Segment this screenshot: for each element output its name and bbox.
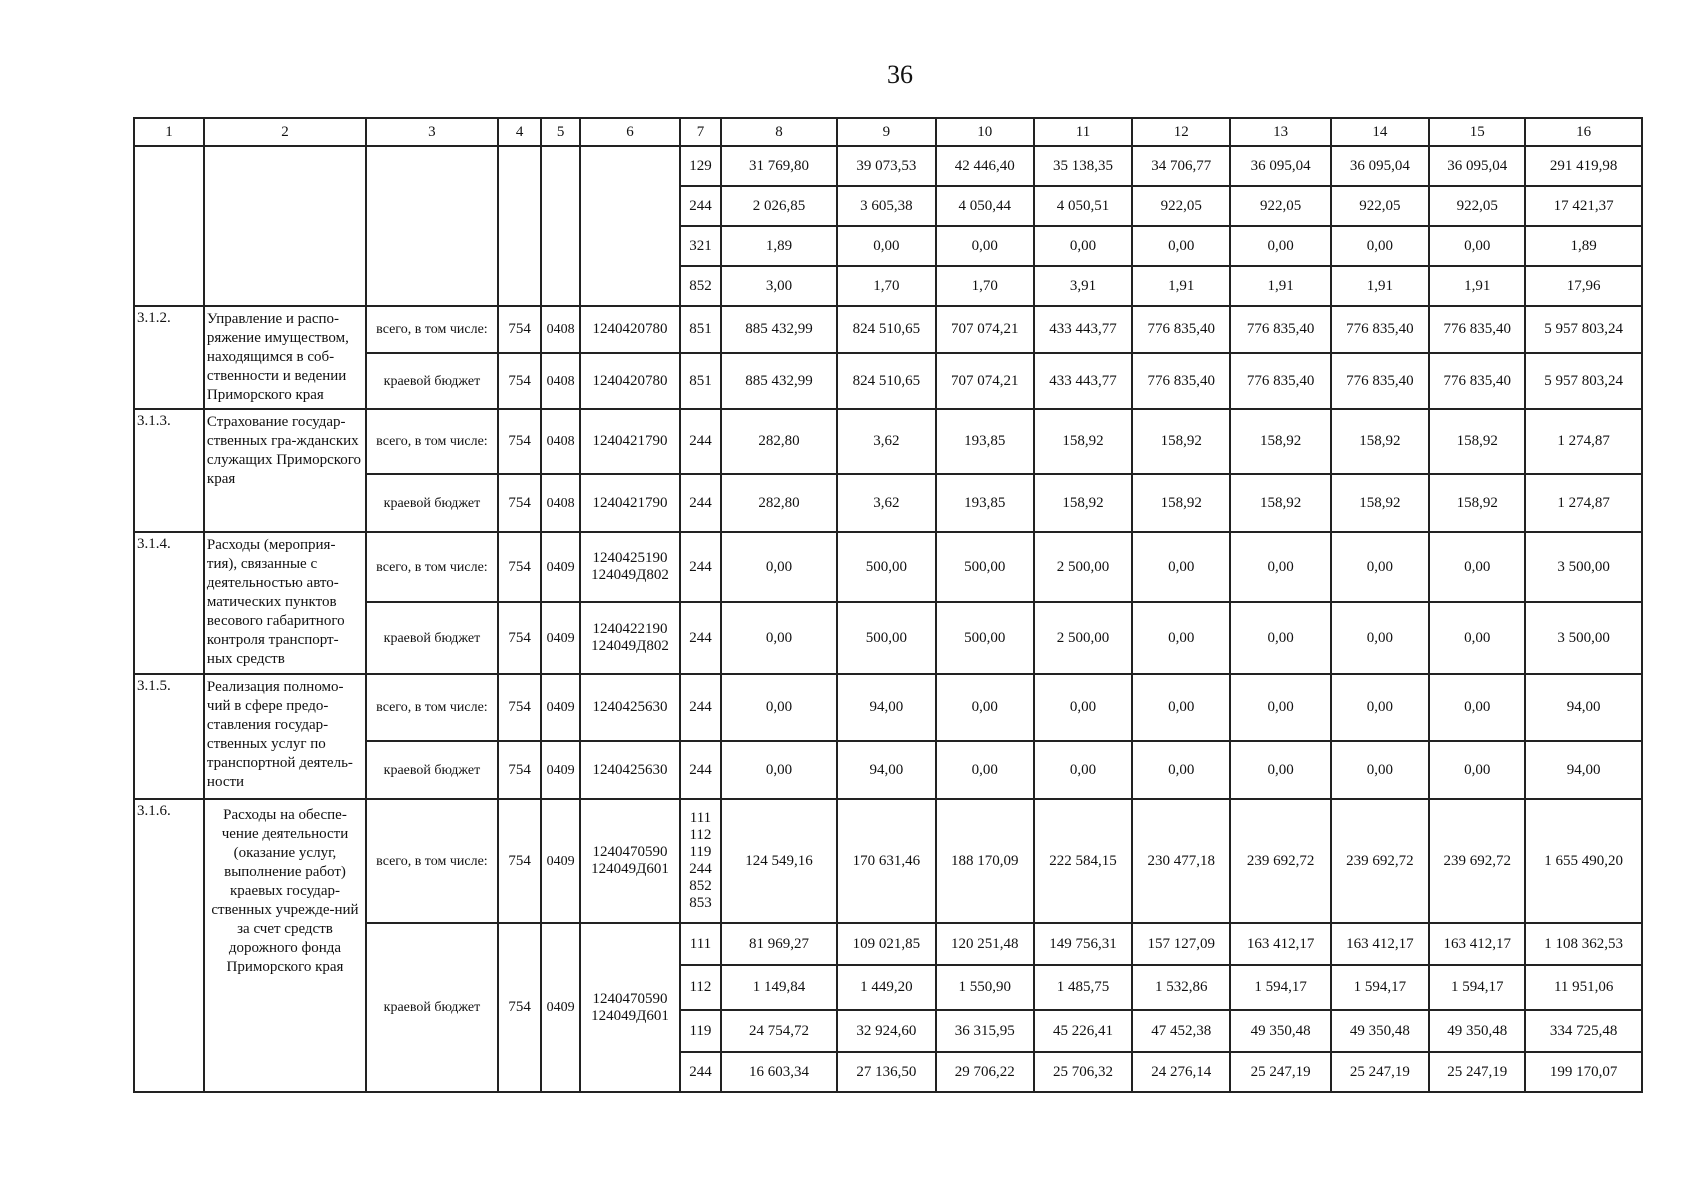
value-cell: 4 050,44	[936, 186, 1034, 226]
value-cell: 0,00	[1132, 532, 1230, 602]
value-cell: 163 412,17	[1429, 923, 1525, 965]
value-cell: 49 350,48	[1230, 1010, 1330, 1052]
header-cell: 8	[721, 118, 838, 146]
header-cell: 9	[837, 118, 935, 146]
section-number: 3.1.6.	[134, 799, 204, 1092]
cell-kvr: 851	[680, 306, 721, 353]
funding-type: всего, в том числе:	[366, 799, 498, 923]
value-cell: 776 835,40	[1331, 306, 1429, 353]
value-cell: 158,92	[1034, 409, 1132, 474]
value-cell: 291 419,98	[1525, 146, 1642, 186]
cell-grbs: 754	[498, 474, 542, 532]
value-cell: 42 446,40	[936, 146, 1034, 186]
value-cell: 1 449,20	[837, 965, 935, 1010]
value-cell: 1,91	[1429, 266, 1525, 306]
empty-cell	[541, 146, 580, 306]
value-cell: 0,00	[1132, 602, 1230, 674]
value-cell: 36 095,04	[1230, 146, 1330, 186]
value-cell: 0,00	[1429, 226, 1525, 266]
cell-csr: 1240470590 124049Д601	[580, 799, 680, 923]
cell-csr: 1240421790	[580, 409, 680, 474]
cell-grbs: 754	[498, 409, 542, 474]
value-cell: 922,05	[1429, 186, 1525, 226]
section-name: Реализация полномо-чий в сфере предо-ставления государ-ственных услуг по транспортной деятель-ности	[204, 674, 366, 799]
value-cell: 0,00	[1230, 741, 1330, 799]
value-cell: 5 957 803,24	[1525, 353, 1642, 409]
header-cell: 4	[498, 118, 542, 146]
value-cell: 0,00	[721, 602, 838, 674]
value-cell: 2 500,00	[1034, 532, 1132, 602]
header-cell: 5	[541, 118, 580, 146]
value-cell: 1,89	[1525, 226, 1642, 266]
value-cell: 49 350,48	[1429, 1010, 1525, 1052]
value-cell: 25 247,19	[1429, 1052, 1525, 1092]
value-cell: 776 835,40	[1230, 353, 1330, 409]
header-cell: 12	[1132, 118, 1230, 146]
table-row	[134, 674, 1642, 741]
cell-kvr: 244	[680, 741, 721, 799]
value-cell: 1,91	[1230, 266, 1330, 306]
value-cell: 0,00	[837, 226, 935, 266]
value-cell: 158,92	[1429, 474, 1525, 532]
funding-type: краевой бюджет	[366, 474, 498, 532]
value-cell: 922,05	[1132, 186, 1230, 226]
cell-grbs: 754	[498, 799, 542, 923]
value-cell: 0,00	[1331, 532, 1429, 602]
funding-type: краевой бюджет	[366, 602, 498, 674]
value-cell: 824 510,65	[837, 353, 935, 409]
funding-type: всего, в том числе:	[366, 532, 498, 602]
value-cell: 16 603,34	[721, 1052, 838, 1092]
value-cell: 158,92	[1331, 474, 1429, 532]
value-cell: 32 924,60	[837, 1010, 935, 1052]
value-cell: 0,00	[1132, 674, 1230, 741]
cell-kvr: 321	[680, 226, 721, 266]
header-cell: 3	[366, 118, 498, 146]
value-cell: 824 510,65	[837, 306, 935, 353]
value-cell: 29 706,22	[936, 1052, 1034, 1092]
cell-rzpr: 0409	[541, 741, 580, 799]
empty-cell	[366, 146, 498, 306]
value-cell: 0,00	[1429, 674, 1525, 741]
value-cell: 36 095,04	[1429, 146, 1525, 186]
value-cell: 158,92	[1230, 474, 1330, 532]
value-cell: 0,00	[1034, 741, 1132, 799]
value-cell: 0,00	[1331, 226, 1429, 266]
header-row	[134, 118, 1642, 146]
value-cell: 199 170,07	[1525, 1052, 1642, 1092]
value-cell: 0,00	[1034, 226, 1132, 266]
value-cell: 158,92	[1132, 409, 1230, 474]
cell-kvr: 129	[680, 146, 721, 186]
value-cell: 0,00	[1429, 532, 1525, 602]
value-cell: 124 549,16	[721, 799, 838, 923]
table-body	[134, 118, 1642, 1092]
value-cell: 0,00	[1230, 226, 1330, 266]
value-cell: 157 127,09	[1132, 923, 1230, 965]
cell-rzpr: 0409	[541, 799, 580, 923]
table-row	[134, 146, 1642, 186]
value-cell: 1 594,17	[1331, 965, 1429, 1010]
value-cell: 158,92	[1429, 409, 1525, 474]
header-cell: 16	[1525, 118, 1642, 146]
value-cell: 0,00	[1230, 602, 1330, 674]
value-cell: 17 421,37	[1525, 186, 1642, 226]
value-cell: 94,00	[837, 674, 935, 741]
value-cell: 0,00	[936, 674, 1034, 741]
value-cell: 47 452,38	[1132, 1010, 1230, 1052]
value-cell: 11 951,06	[1525, 965, 1642, 1010]
value-cell: 1 655 490,20	[1525, 799, 1642, 923]
value-cell: 5 957 803,24	[1525, 306, 1642, 353]
cell-csr: 1240420780	[580, 306, 680, 353]
funding-type: всего, в том числе:	[366, 409, 498, 474]
value-cell: 239 692,72	[1331, 799, 1429, 923]
value-cell: 81 969,27	[721, 923, 838, 965]
value-cell: 776 835,40	[1230, 306, 1330, 353]
value-cell: 0,00	[1429, 602, 1525, 674]
header-cell: 15	[1429, 118, 1525, 146]
value-cell: 193,85	[936, 474, 1034, 532]
value-cell: 885 432,99	[721, 353, 838, 409]
cell-rzpr: 0408	[541, 409, 580, 474]
value-cell: 282,80	[721, 409, 838, 474]
value-cell: 0,00	[721, 674, 838, 741]
value-cell: 1 485,75	[1034, 965, 1132, 1010]
value-cell: 0,00	[1230, 532, 1330, 602]
value-cell: 334 725,48	[1525, 1010, 1642, 1052]
value-cell: 158,92	[1230, 409, 1330, 474]
value-cell: 922,05	[1230, 186, 1330, 226]
value-cell: 1 108 362,53	[1525, 923, 1642, 965]
value-cell: 776 835,40	[1429, 353, 1525, 409]
value-cell: 31 769,80	[721, 146, 838, 186]
header-cell: 10	[936, 118, 1034, 146]
cell-grbs: 754	[498, 353, 542, 409]
value-cell: 776 835,40	[1331, 353, 1429, 409]
section-name: Расходы на обеспе-чение деятельности (оказание услуг, выполнение работ) краевых государ-ственных учрежде-ний за счет средств дорожного фонда Приморского края	[204, 799, 366, 1092]
funding-type: всего, в том числе:	[366, 674, 498, 741]
value-cell: 24 754,72	[721, 1010, 838, 1052]
value-cell: 222 584,15	[1034, 799, 1132, 923]
table-row	[134, 306, 1642, 353]
value-cell: 1 594,17	[1230, 965, 1330, 1010]
value-cell: 25 247,19	[1331, 1052, 1429, 1092]
value-cell: 0,00	[1331, 674, 1429, 741]
cell-kvr: 111 112 119 244 852 853	[680, 799, 721, 923]
funding-type: краевой бюджет	[366, 923, 498, 1092]
cell-kvr: 112	[680, 965, 721, 1010]
page-number: 36	[887, 60, 913, 89]
value-cell: 35 138,35	[1034, 146, 1132, 186]
value-cell: 17,96	[1525, 266, 1642, 306]
cell-grbs: 754	[498, 306, 542, 353]
value-cell: 1,70	[936, 266, 1034, 306]
value-cell: 1 550,90	[936, 965, 1034, 1010]
value-cell: 188 170,09	[936, 799, 1034, 923]
value-cell: 25 706,32	[1034, 1052, 1132, 1092]
value-cell: 1,91	[1331, 266, 1429, 306]
cell-grbs: 754	[498, 923, 542, 1092]
cell-kvr: 244	[680, 186, 721, 226]
value-cell: 1 594,17	[1429, 965, 1525, 1010]
cell-csr: 1240425630	[580, 741, 680, 799]
value-cell: 4 050,51	[1034, 186, 1132, 226]
value-cell: 922,05	[1331, 186, 1429, 226]
cell-kvr: 244	[680, 532, 721, 602]
cell-csr: 1240421790	[580, 474, 680, 532]
cell-csr: 1240425190 124049Д802	[580, 532, 680, 602]
value-cell: 776 835,40	[1132, 306, 1230, 353]
value-cell: 239 692,72	[1230, 799, 1330, 923]
value-cell: 109 021,85	[837, 923, 935, 965]
value-cell: 1 149,84	[721, 965, 838, 1010]
value-cell: 707 074,21	[936, 306, 1034, 353]
header-cell: 1	[134, 118, 204, 146]
value-cell: 2 026,85	[721, 186, 838, 226]
cell-rzpr: 0409	[541, 923, 580, 1092]
cell-rzpr: 0408	[541, 474, 580, 532]
value-cell: 36 095,04	[1331, 146, 1429, 186]
funding-type: всего, в том числе:	[366, 306, 498, 353]
value-cell: 3,62	[837, 409, 935, 474]
value-cell: 45 226,41	[1034, 1010, 1132, 1052]
value-cell: 1,89	[721, 226, 838, 266]
value-cell: 94,00	[1525, 741, 1642, 799]
cell-rzpr: 0408	[541, 306, 580, 353]
value-cell: 0,00	[936, 226, 1034, 266]
value-cell: 0,00	[936, 741, 1034, 799]
value-cell: 1 274,87	[1525, 409, 1642, 474]
value-cell: 0,00	[721, 532, 838, 602]
section-name: Страхование государ-ственных гра-жданских служащих Приморского края	[204, 409, 366, 532]
cell-grbs: 754	[498, 602, 542, 674]
funding-type: краевой бюджет	[366, 741, 498, 799]
value-cell: 2 500,00	[1034, 602, 1132, 674]
cell-kvr: 244	[680, 1052, 721, 1092]
cell-rzpr: 0409	[541, 674, 580, 741]
cell-rzpr: 0409	[541, 602, 580, 674]
value-cell: 500,00	[837, 532, 935, 602]
value-cell: 193,85	[936, 409, 1034, 474]
table-row	[134, 409, 1642, 474]
value-cell: 158,92	[1132, 474, 1230, 532]
section-number: 3.1.2.	[134, 306, 204, 409]
budget-table	[133, 117, 1643, 1093]
value-cell: 3 500,00	[1525, 532, 1642, 602]
header-cell: 13	[1230, 118, 1330, 146]
value-cell: 3 605,38	[837, 186, 935, 226]
value-cell: 3,91	[1034, 266, 1132, 306]
value-cell: 149 756,31	[1034, 923, 1132, 965]
value-cell: 163 412,17	[1331, 923, 1429, 965]
table-row	[134, 532, 1642, 602]
section-number: 3.1.3.	[134, 409, 204, 532]
value-cell: 239 692,72	[1429, 799, 1525, 923]
cell-kvr: 852	[680, 266, 721, 306]
cell-grbs: 754	[498, 532, 542, 602]
value-cell: 34 706,77	[1132, 146, 1230, 186]
value-cell: 776 835,40	[1429, 306, 1525, 353]
value-cell: 433 443,77	[1034, 306, 1132, 353]
value-cell: 120 251,48	[936, 923, 1034, 965]
value-cell: 1,91	[1132, 266, 1230, 306]
empty-cell	[204, 146, 366, 306]
value-cell: 163 412,17	[1230, 923, 1330, 965]
value-cell: 1 532,86	[1132, 965, 1230, 1010]
header-cell: 11	[1034, 118, 1132, 146]
cell-kvr: 244	[680, 409, 721, 474]
cell-kvr: 244	[680, 474, 721, 532]
section-number: 3.1.4.	[134, 532, 204, 674]
funding-type: краевой бюджет	[366, 353, 498, 409]
cell-kvr: 851	[680, 353, 721, 409]
value-cell: 0,00	[1331, 602, 1429, 674]
value-cell: 94,00	[837, 741, 935, 799]
value-cell: 230 477,18	[1132, 799, 1230, 923]
section-name: Расходы (мероприя-тия), связанные с деятельностью авто-матических пунктов весового габаритного контроля транспорт-ных средств	[204, 532, 366, 674]
value-cell: 158,92	[1034, 474, 1132, 532]
value-cell: 1,70	[837, 266, 935, 306]
value-cell: 1 274,87	[1525, 474, 1642, 532]
value-cell: 500,00	[936, 532, 1034, 602]
value-cell: 433 443,77	[1034, 353, 1132, 409]
cell-rzpr: 0409	[541, 532, 580, 602]
cell-kvr: 119	[680, 1010, 721, 1052]
value-cell: 0,00	[1230, 674, 1330, 741]
value-cell: 282,80	[721, 474, 838, 532]
empty-cell	[498, 146, 542, 306]
cell-kvr: 244	[680, 602, 721, 674]
header-cell: 14	[1331, 118, 1429, 146]
value-cell: 500,00	[837, 602, 935, 674]
cell-csr: 1240420780	[580, 353, 680, 409]
value-cell: 24 276,14	[1132, 1052, 1230, 1092]
cell-csr: 1240425630	[580, 674, 680, 741]
cell-rzpr: 0408	[541, 353, 580, 409]
value-cell: 0,00	[1331, 741, 1429, 799]
empty-cell	[580, 146, 680, 306]
value-cell: 500,00	[936, 602, 1034, 674]
section-name: Управление и распо-ряжение имуществом, находящимся в соб-ственности и ведении Приморского края	[204, 306, 366, 409]
value-cell: 36 315,95	[936, 1010, 1034, 1052]
value-cell: 0,00	[1132, 741, 1230, 799]
value-cell: 3,00	[721, 266, 838, 306]
value-cell: 158,92	[1331, 409, 1429, 474]
value-cell: 0,00	[1429, 741, 1525, 799]
table-row	[134, 799, 1642, 923]
section-number: 3.1.5.	[134, 674, 204, 799]
value-cell: 885 432,99	[721, 306, 838, 353]
header-cell: 7	[680, 118, 721, 146]
value-cell: 27 136,50	[837, 1052, 935, 1092]
header-cell: 2	[204, 118, 366, 146]
cell-kvr: 244	[680, 674, 721, 741]
cell-csr: 1240470590 124049Д601	[580, 923, 680, 1092]
value-cell: 39 073,53	[837, 146, 935, 186]
header-cell: 6	[580, 118, 680, 146]
value-cell: 3 500,00	[1525, 602, 1642, 674]
value-cell: 25 247,19	[1230, 1052, 1330, 1092]
cell-kvr: 111	[680, 923, 721, 965]
value-cell: 49 350,48	[1331, 1010, 1429, 1052]
empty-cell	[134, 146, 204, 306]
value-cell: 776 835,40	[1132, 353, 1230, 409]
cell-grbs: 754	[498, 741, 542, 799]
value-cell: 0,00	[721, 741, 838, 799]
value-cell: 707 074,21	[936, 353, 1034, 409]
value-cell: 3,62	[837, 474, 935, 532]
cell-csr: 1240422190 124049Д802	[580, 602, 680, 674]
value-cell: 0,00	[1034, 674, 1132, 741]
value-cell: 0,00	[1132, 226, 1230, 266]
cell-grbs: 754	[498, 674, 542, 741]
value-cell: 170 631,46	[837, 799, 935, 923]
value-cell: 94,00	[1525, 674, 1642, 741]
